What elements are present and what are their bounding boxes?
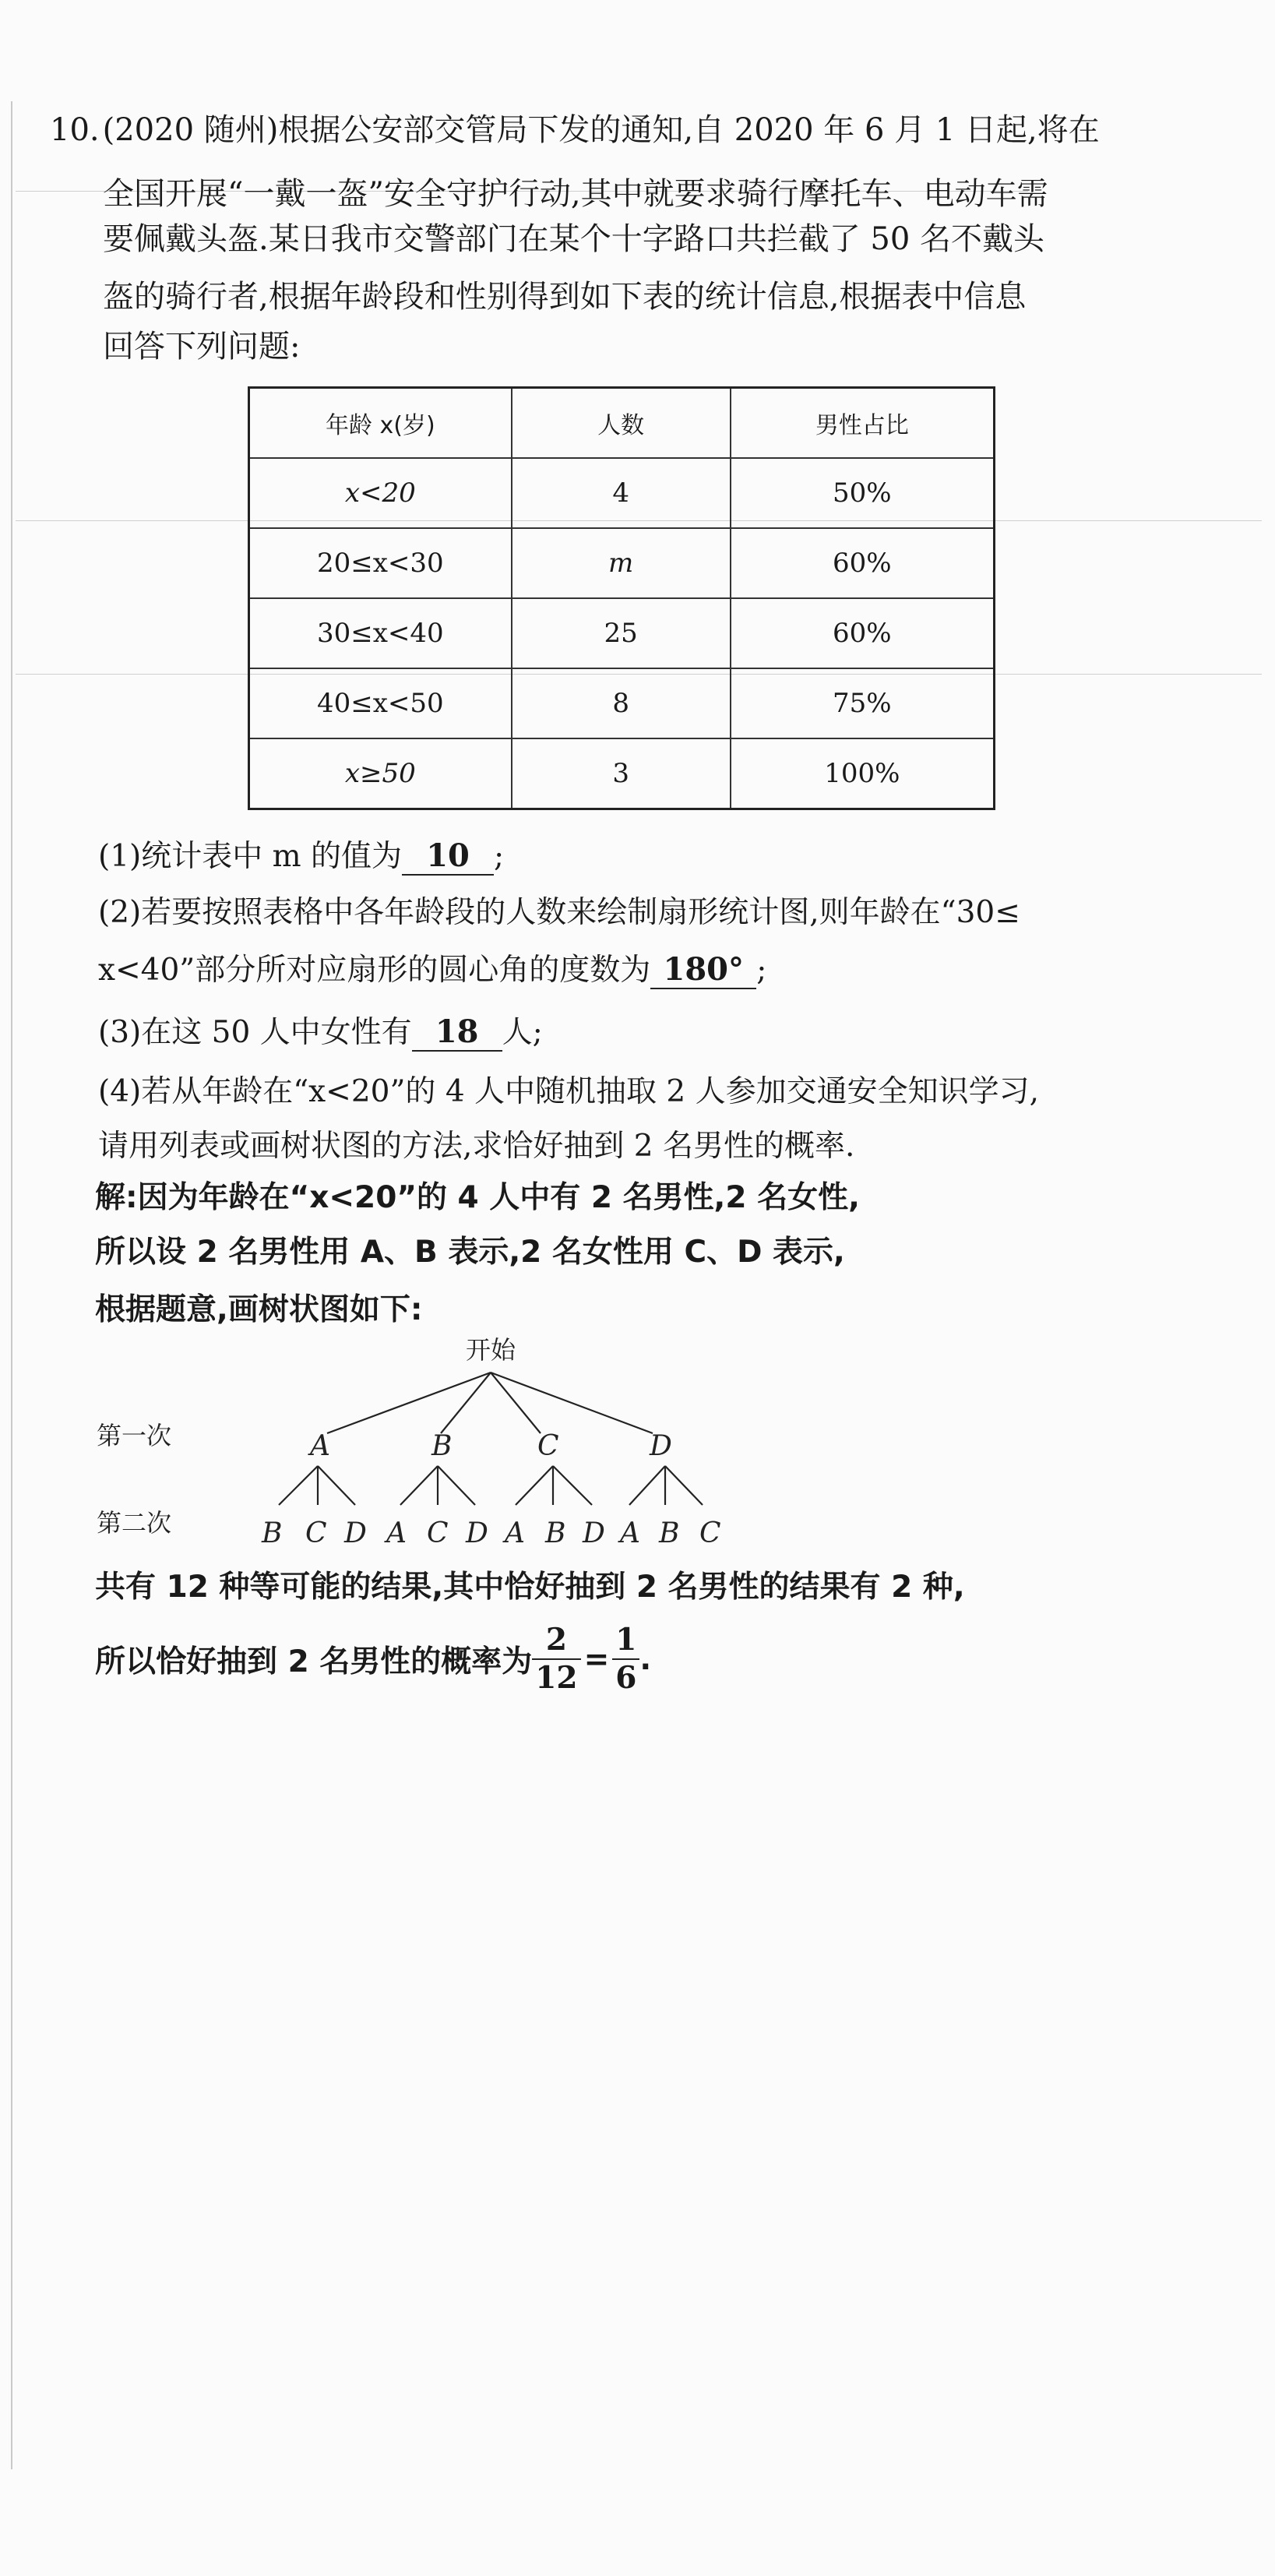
cell-male-ratio: 50% xyxy=(731,458,995,528)
tree-node-level2: C xyxy=(699,1517,721,1549)
tree-edge xyxy=(665,1466,703,1505)
question-line-1: 10. (2020 随州)根据公安部交管局下发的通知,自 2020 年 6 月 1 日起,将在 xyxy=(50,112,1100,148)
stats-table xyxy=(248,386,995,810)
cell-age: 20≤x<30 xyxy=(249,528,512,598)
solution-line-4: 共有 12 种等可能的结果,其中恰好抽到 2 名男性的结果有 2 种, xyxy=(95,1570,965,1605)
header-male-ratio: 男性占比 xyxy=(731,388,995,459)
cell-age: x<20 xyxy=(249,458,512,528)
tree-edge xyxy=(553,1466,592,1505)
table-header-row xyxy=(249,388,995,459)
answer-blank-3: 18 xyxy=(412,1013,502,1052)
tree-level1-label: 第一次 xyxy=(97,1421,172,1450)
fraction-2-12: $\frac{2}{12}$ xyxy=(532,1625,580,1693)
subquestion-4-line-2: 请用列表或画树状图的方法,求恰好抽到 2 名男性的概率. xyxy=(98,1129,855,1164)
cell-male-ratio: 75% xyxy=(731,668,995,738)
tree-root-label: 开始 xyxy=(466,1335,516,1365)
question-line-2: 全国开展“一戴一盔”安全守护行动,其中就要求骑行摩托车、电动车需 xyxy=(103,176,1048,212)
cell-male-ratio: 60% xyxy=(731,528,995,598)
cell-age: x≥50 xyxy=(249,738,512,809)
question-line-4: 盔的骑行者,根据年龄段和性别得到如下表的统计信息,根据表中信息 xyxy=(103,279,1027,315)
answer-blank-1: 10 xyxy=(402,837,494,876)
tree-node-level2: A xyxy=(505,1517,525,1549)
tree-node-level2: A xyxy=(386,1517,407,1549)
cell-male-ratio: 100% xyxy=(731,738,995,809)
answer-blank-2: 180° xyxy=(650,951,756,989)
tree-node-level1: B xyxy=(431,1430,453,1462)
table-row xyxy=(249,738,995,809)
subquestion-3: (3)在这 50 人中女性有 18 人; xyxy=(98,1013,543,1050)
cell-count: 4 xyxy=(512,458,731,528)
tree-node-level1: C xyxy=(537,1430,559,1462)
table-row xyxy=(249,528,995,598)
solution-line-5: 所以恰好抽到 2 名男性的概率为 $\frac{2}{12}$ = $\frac{1}{6}$ . xyxy=(95,1622,652,1696)
subquestion-2-line-2: x<40”部分所对应扇形的圆心角的度数为 180° ; xyxy=(98,951,767,988)
question-number: 10. xyxy=(50,112,100,148)
question-line-3: 要佩戴头盔.某日我市交警部门在某个十字路口共拦截了 50 名不戴头 xyxy=(103,221,1045,257)
table-row xyxy=(249,668,995,738)
fraction-1-6: $\frac{1}{6}$ xyxy=(612,1625,639,1693)
tree-node-level2: C xyxy=(305,1517,327,1549)
tree-edge xyxy=(629,1466,665,1505)
table-row xyxy=(249,458,995,528)
solution-line-3: 根据题意,画树状图如下: xyxy=(95,1292,423,1327)
subquestion-2-line-1: (2)若要按照表格中各年龄段的人数来绘制扇形统计图,则年龄在“30≤ xyxy=(98,895,1020,930)
subquestion-4-line-1: (4)若从年龄在“x<20”的 4 人中随机抽取 2 人参加交通安全知识学习, xyxy=(98,1074,1040,1109)
tree-node-level2: D xyxy=(466,1517,488,1549)
tree-node-level1: A xyxy=(310,1430,330,1462)
header-age: 年龄 x(岁) xyxy=(249,388,512,459)
tree-edge xyxy=(438,1466,475,1505)
tree-level2-label: 第二次 xyxy=(97,1508,172,1538)
solution-line-1: 解:因为年龄在“x<20”的 4 人中有 2 名男性,2 名女性, xyxy=(95,1180,860,1215)
tree-node-level2: B xyxy=(545,1517,566,1549)
tree-diagram xyxy=(0,1324,1275,1558)
tree-node-level2: C xyxy=(427,1517,449,1549)
cell-count: 25 xyxy=(512,598,731,668)
question-line-5: 回答下列问题: xyxy=(103,329,301,365)
cell-age: 40≤x<50 xyxy=(249,668,512,738)
tree-edge xyxy=(516,1466,553,1505)
tree-edge xyxy=(318,1466,355,1505)
tree-node-level2: D xyxy=(344,1517,367,1549)
cell-count: 3 xyxy=(512,738,731,809)
cell-male-ratio: 60% xyxy=(731,598,995,668)
cell-age: 30≤x<40 xyxy=(249,598,512,668)
tree-node-level2: D xyxy=(583,1517,605,1549)
cell-count: m xyxy=(512,528,731,598)
cell-count: 8 xyxy=(512,668,731,738)
tree-edge xyxy=(279,1466,318,1505)
tree-node-level1: D xyxy=(650,1430,672,1462)
tree-node-level2: A xyxy=(620,1517,640,1549)
solution-line-2: 所以设 2 名男性用 A、B 表示,2 名女性用 C、D 表示, xyxy=(95,1235,845,1270)
scan-margin-line xyxy=(11,101,12,2469)
table-row xyxy=(249,598,995,668)
tree-edge xyxy=(400,1466,438,1505)
tree-node-level2: B xyxy=(262,1517,283,1549)
tree-node-level2: B xyxy=(659,1517,680,1549)
subquestion-1: (1)统计表中 m 的值为 10 ; xyxy=(98,837,505,874)
header-count: 人数 xyxy=(512,388,731,459)
